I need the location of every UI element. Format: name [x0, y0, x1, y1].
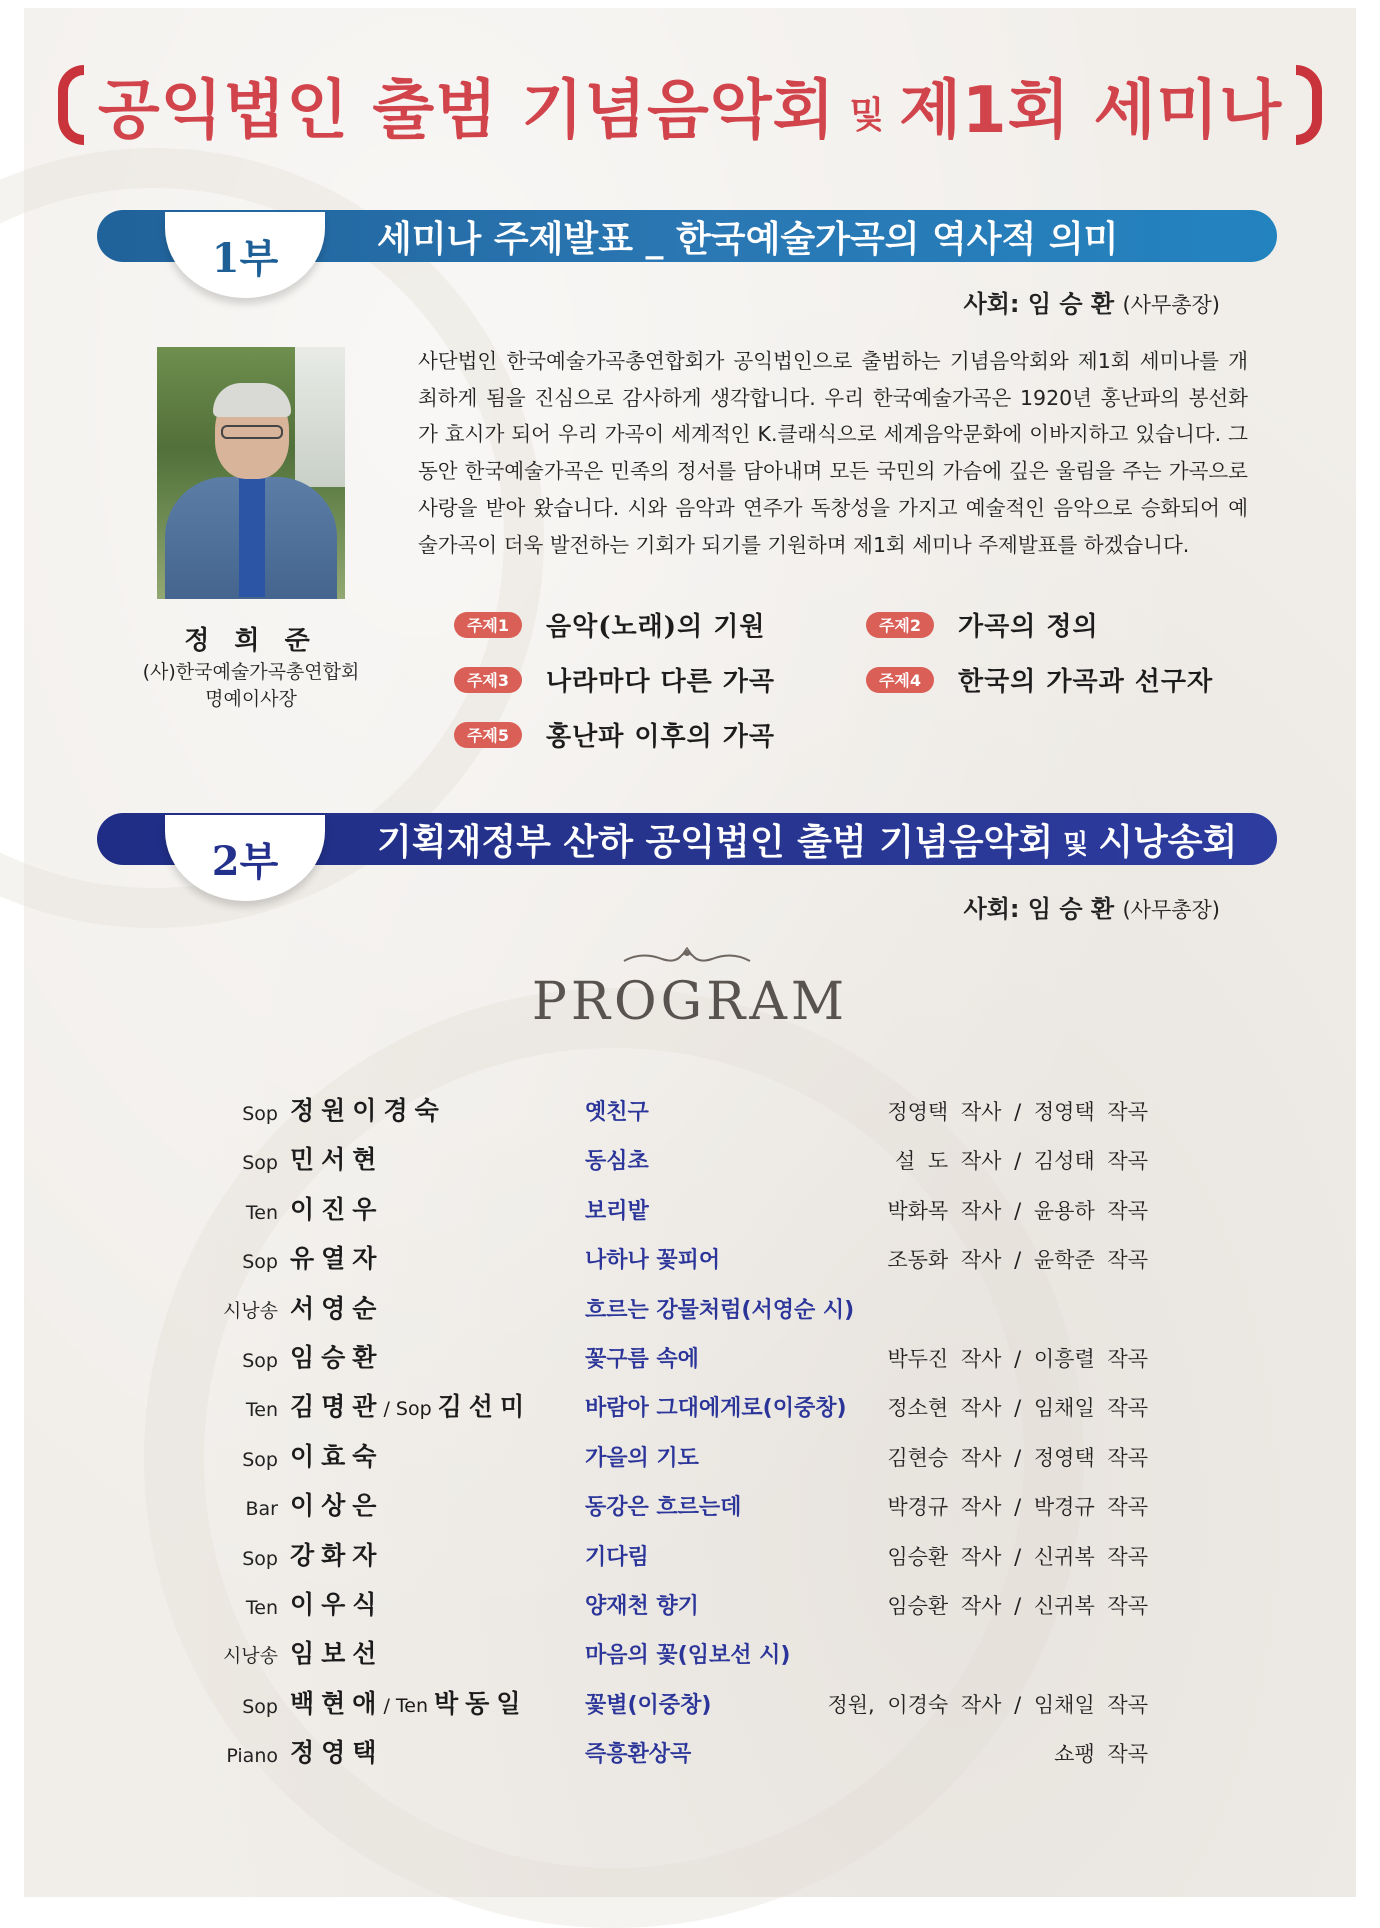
performer-name [290, 1536, 383, 1572]
program-row [0, 1439, 1380, 1479]
voice-part: Ten [245, 1597, 278, 1619]
song-credit: 임승환 작사 / 신귀복 작곡 [887, 1594, 1148, 1618]
performer-name [290, 1190, 383, 1226]
section2-host-role: (사무총장) [1122, 898, 1220, 922]
performer-name [290, 1634, 383, 1670]
speaker-org: (사)한국예술가곡총연합회 [142, 661, 360, 683]
left-bracket-ornament [58, 65, 84, 145]
voice-part: Sop [242, 1152, 278, 1174]
speaker-name: 정 희 준 [184, 626, 318, 656]
song-credit: 박화목 작사 / 윤용하 작곡 [887, 1199, 1148, 1223]
voice-part: Sop [242, 1350, 278, 1372]
song-credit: 박경규 작사 / 박경규 작곡 [887, 1495, 1148, 1519]
voice-part: 시낭송 [222, 1300, 278, 1322]
topic-2 [866, 606, 1099, 643]
section1-host [964, 284, 1220, 319]
song-title: 보리밭 [585, 1199, 649, 1224]
performer-separator: / Sop [383, 1398, 432, 1420]
song-credit: 정영택 작사 / 정영택 작곡 [887, 1100, 1148, 1124]
performer-secondary: 김선미 [437, 1392, 532, 1421]
song-credit: 조동화 작사 / 윤학준 작곡 [887, 1248, 1148, 1272]
voice-part: Sop [242, 1696, 278, 1718]
song-title: 마음의 꽃(임보선 시) [585, 1643, 791, 1668]
performer-name [290, 1091, 446, 1127]
topic-text: 나라마다 다른 가곡 [546, 667, 776, 697]
performer-name [290, 1289, 383, 1325]
performer-name [290, 1486, 383, 1522]
song-title: 옛친구 [585, 1100, 649, 1125]
performer-primary: 서영순 [290, 1294, 384, 1323]
performer-name [290, 1140, 383, 1176]
program-row [0, 1241, 1380, 1281]
song-title: 나하나 꽃피어 [585, 1248, 721, 1273]
topic-tag: 주제5 [454, 722, 522, 748]
title-connector: 및 [849, 94, 886, 136]
main-title [0, 60, 1380, 150]
performer-primary: 민서현 [290, 1145, 384, 1174]
performer-primary: 김명관 [290, 1392, 384, 1421]
song-title: 바람아 그대에게로(이중창) [585, 1396, 847, 1421]
voice-part: 시낭송 [222, 1645, 278, 1667]
section1-heading: 세미나 주제발표 _ 한국예술가곡의 역사적 의미 [377, 218, 1119, 260]
song-credit: 설 도 작사 / 김성태 작곡 [894, 1149, 1148, 1173]
performer-primary: 강화자 [290, 1541, 384, 1570]
section2-heading-b: 시낭송회 [1098, 821, 1238, 863]
voice-part: Sop [242, 1103, 278, 1125]
title-part1: 공익법인 출범 기념음악회 [97, 74, 836, 148]
song-title: 동강은 흐르는데 [585, 1495, 742, 1520]
performer-name [290, 1239, 383, 1275]
program-row [0, 1291, 1380, 1331]
program-row [0, 1488, 1380, 1528]
program-row [0, 1587, 1380, 1627]
performer-primary: 백현애 [290, 1689, 384, 1718]
voice-part: Sop [242, 1251, 278, 1273]
song-title: 기다림 [585, 1545, 649, 1570]
song-title: 꽃구름 속에 [585, 1347, 699, 1372]
song-credit: 김현승 작사 / 정영택 작곡 [887, 1446, 1148, 1470]
performer-separator: / Ten [383, 1695, 429, 1717]
voice-part: Sop [242, 1449, 278, 1471]
program-row [0, 1093, 1380, 1133]
performer-primary: 유열자 [290, 1244, 384, 1273]
performer-name [290, 1684, 527, 1720]
topic-tag: 주제4 [866, 667, 934, 693]
voice-part: Bar [245, 1498, 278, 1520]
performer-primary: 이우식 [290, 1590, 384, 1619]
performer-primary: 정영택 [290, 1738, 384, 1767]
program-row [0, 1735, 1380, 1775]
topic-4 [866, 661, 1213, 698]
topic-text: 홍난파 이후의 가곡 [546, 722, 776, 752]
topic-tag: 주제2 [866, 612, 934, 638]
voice-part: Ten [245, 1202, 278, 1224]
performer-primary: 이진우 [290, 1195, 384, 1224]
performer-name [290, 1338, 383, 1374]
song-credit: 박두진 작사 / 이흥렬 작곡 [887, 1347, 1148, 1371]
voice-part: Ten [245, 1399, 278, 1421]
topic-text: 한국의 가곡과 선구자 [958, 667, 1214, 697]
performer-primary: 임승환 [290, 1343, 384, 1372]
performer-primary: 임보선 [290, 1639, 384, 1668]
section2-badge: 2부 [165, 815, 325, 901]
topic-text: 가곡의 정의 [958, 612, 1099, 642]
section1-host-label: 사회: 임 승 환 [963, 290, 1115, 318]
song-credit: 정원, 이경숙 작사 / 임채일 작곡 [827, 1693, 1148, 1717]
topic-1 [454, 606, 765, 643]
section1-host-role: (사무총장) [1122, 293, 1220, 317]
song-title: 꽃별(이중창) [585, 1693, 712, 1718]
song-title: 동심초 [585, 1149, 649, 1174]
title-part2: 제1회 세미나 [899, 74, 1283, 148]
song-credit: 임승환 작사 / 신귀복 작곡 [887, 1545, 1148, 1569]
song-title: 가을의 기도 [585, 1446, 699, 1471]
song-title: 흐르는 강물처럼(서영순 시) [585, 1298, 855, 1323]
topic-5 [454, 716, 775, 753]
program-row [0, 1686, 1380, 1726]
program-row [0, 1636, 1380, 1676]
section2-host-label: 사회: 임 승 환 [963, 895, 1115, 923]
flourish-ornament-icon [622, 947, 752, 967]
right-bracket-ornament [1296, 65, 1322, 145]
section2-heading-a: 기획재정부 산하 공익법인 출범 기념음악회 [377, 821, 1054, 863]
topic-3 [454, 661, 775, 698]
speaker-title: 명예이사장 [205, 688, 297, 710]
topic-tag: 주제1 [454, 612, 522, 638]
performer-primary: 이효숙 [290, 1442, 384, 1471]
program-row [0, 1192, 1380, 1232]
performer-secondary: 박동일 [434, 1689, 528, 1718]
performer-name [290, 1733, 383, 1769]
performer-name [290, 1585, 383, 1621]
speaker-photo [157, 347, 345, 599]
program-row [0, 1142, 1380, 1182]
program-row [0, 1340, 1380, 1380]
section2-heading-connector: 및 [1063, 829, 1089, 860]
intro-paragraph: 사단법인 한국예술가곡총연합회가 공익법인으로 출범하는 기념음악회와 제1회 세미나를 개최하게 됨을 진심으로 감사하게 생각합니다. 우리 한국예술가곡은 1920년 홍난파의 봉선화가 효시가 되어 우리 가곡이 세계적인 K.클래식으로 세계음악문화에 이바지하고 있습니다. 그동안 한국예술가곡은 민족의 정서를 담아내며 모든 국민의 가슴에 깊은 울림을 주는 가곡으로 사랑을 받아 왔습니다. 시와 음악과 연주가 독창성을 가지고 예술적인 음악으로 승화되어 예술가곡이 더욱 발전하는 기회가 되기를 기원하며 제1회 세미나 주제발표를 하겠습니다. [418, 349, 1248, 557]
topic-text: 음악(노래)의 기원 [546, 612, 766, 642]
program-row [0, 1389, 1380, 1429]
section2-host [964, 889, 1220, 924]
voice-part: Piano [226, 1745, 278, 1767]
song-title: 즉흥환상곡 [585, 1742, 692, 1767]
program-row [0, 1538, 1380, 1578]
song-credit: 쇼팽 작곡 [1054, 1742, 1148, 1766]
performer-primary: 이상은 [290, 1491, 384, 1520]
performer-name [290, 1387, 531, 1423]
section1-badge: 1부 [165, 212, 325, 298]
voice-part: Sop [242, 1548, 278, 1570]
song-credit: 정소현 작사 / 임채일 작곡 [887, 1396, 1148, 1420]
program-title: PROGRAM [531, 972, 849, 1032]
performer-primary: 정원이경숙 [290, 1096, 446, 1125]
song-title: 양재천 향기 [585, 1594, 699, 1619]
topic-tag: 주제3 [454, 667, 522, 693]
performer-name [290, 1437, 383, 1473]
